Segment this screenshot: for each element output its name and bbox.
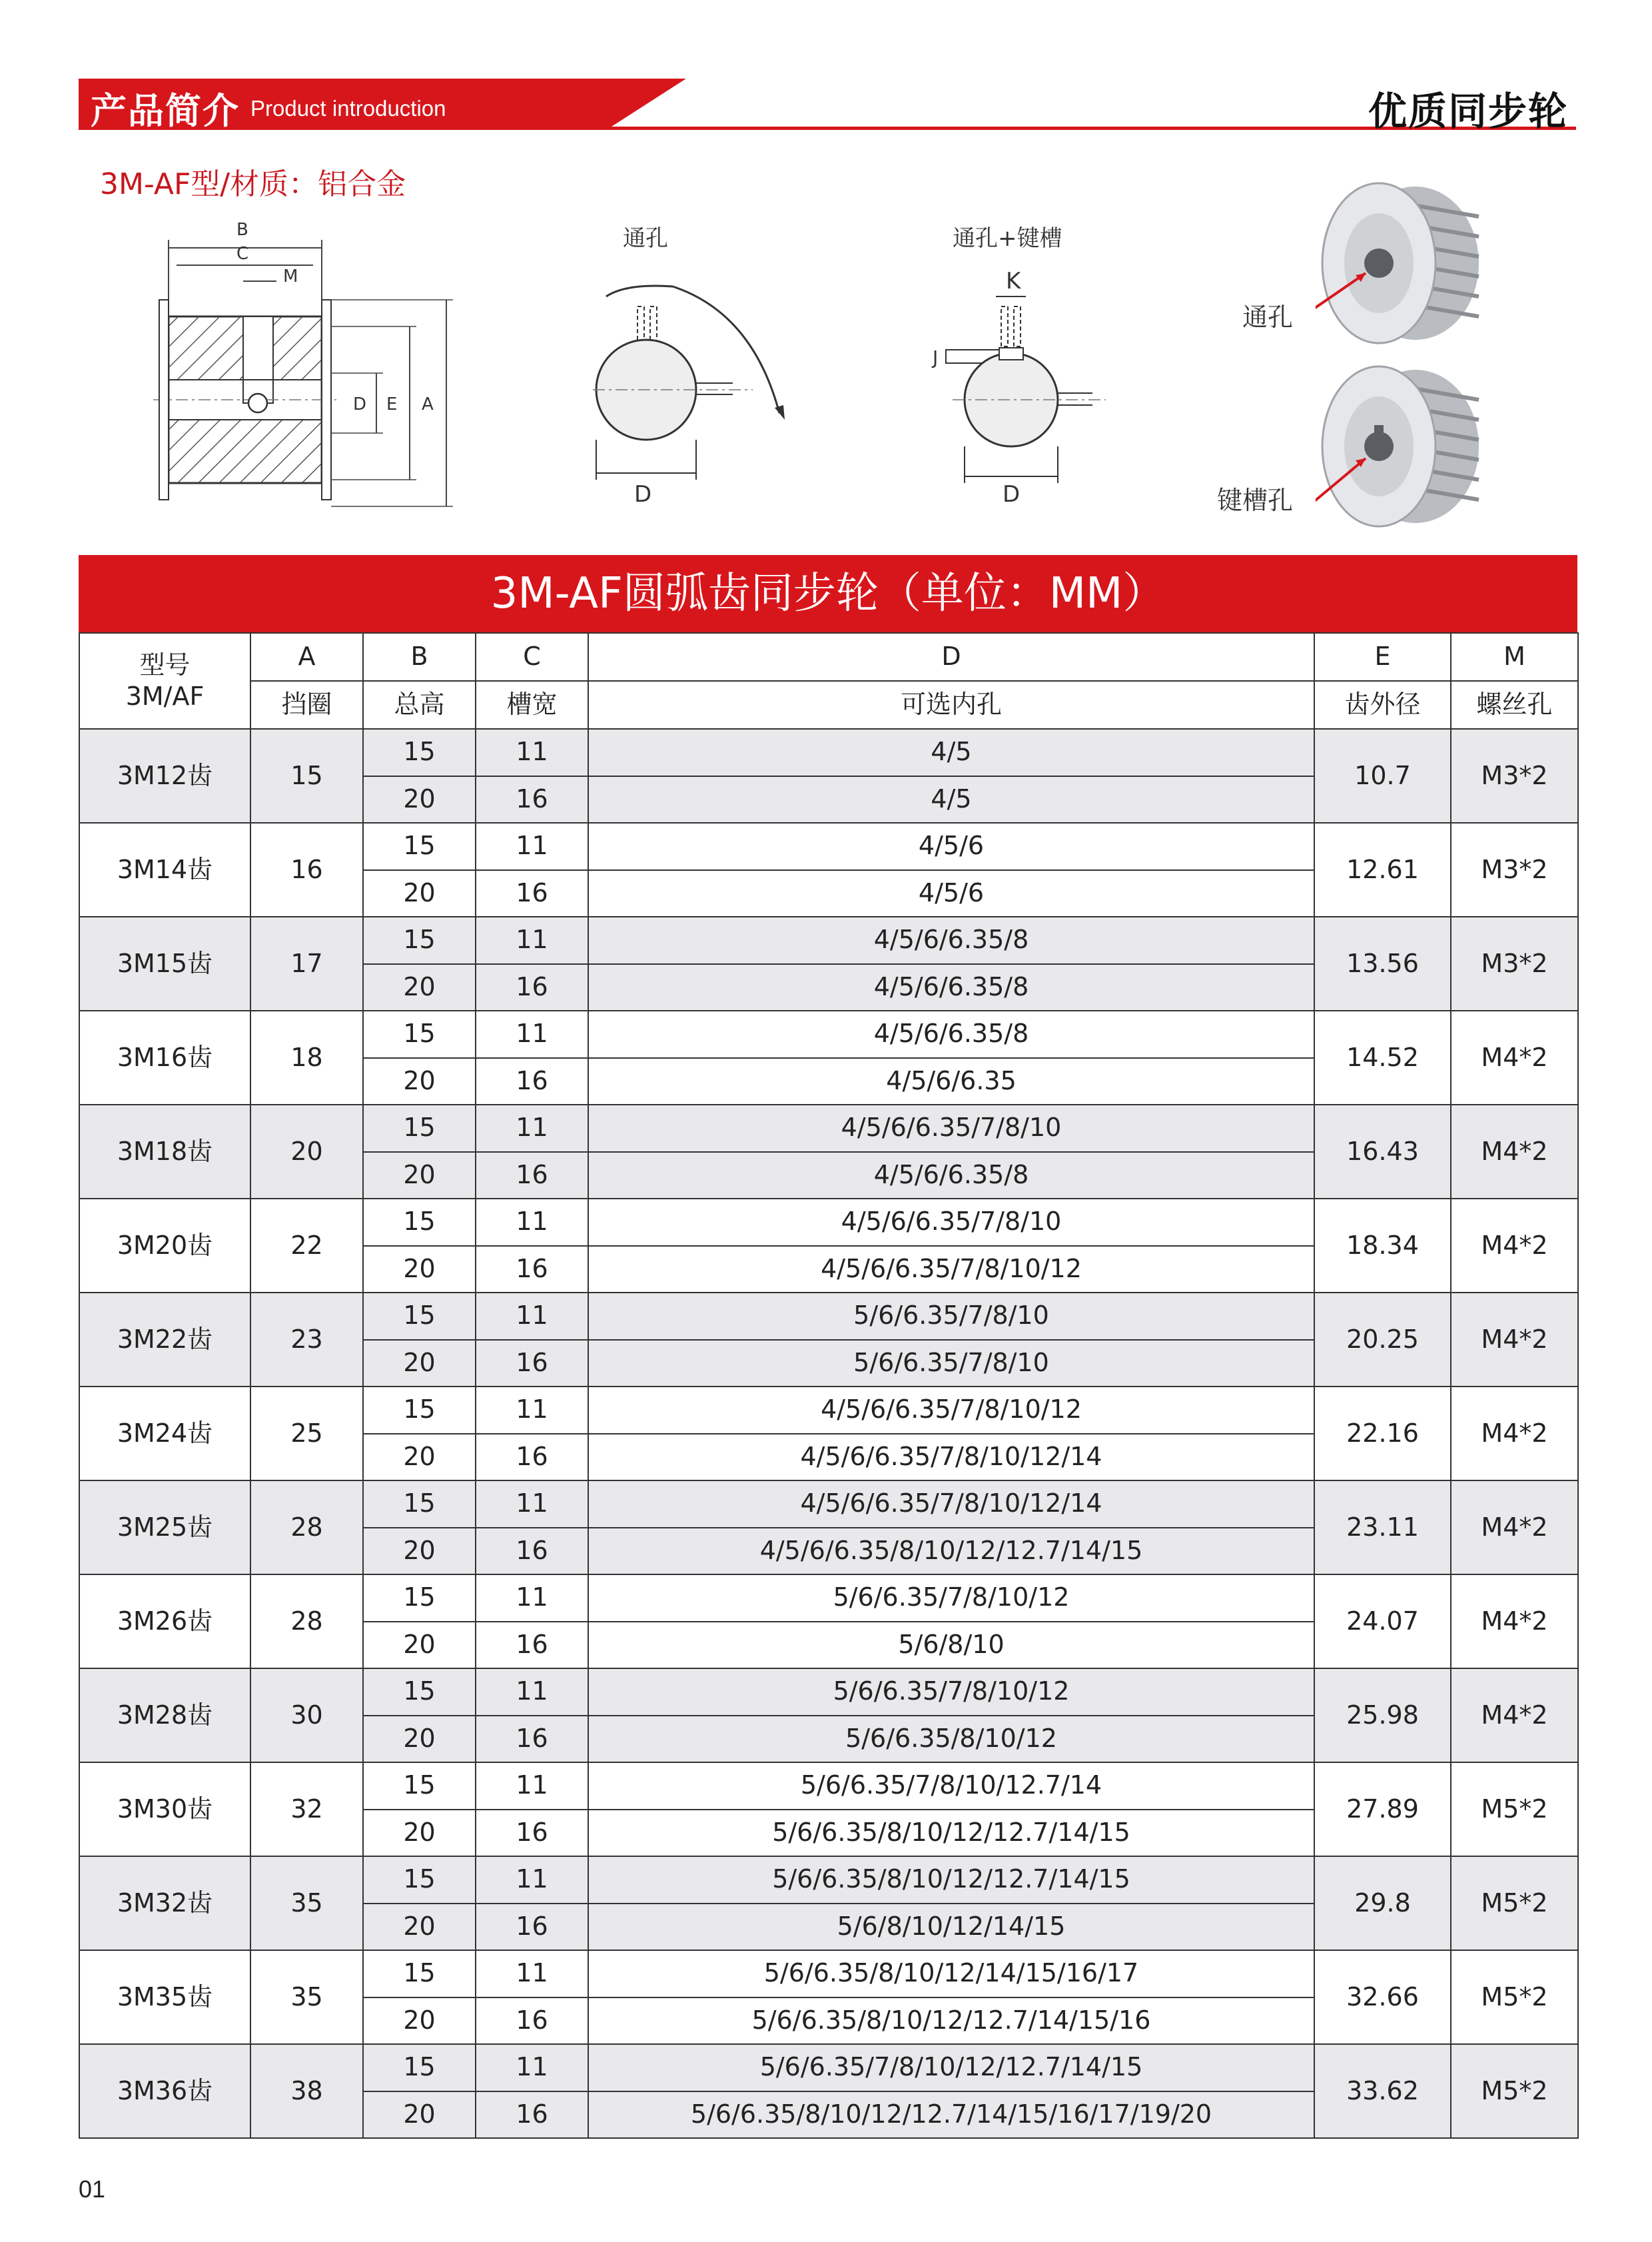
table-row	[79, 1480, 1578, 1528]
cell-b: 20	[363, 1904, 476, 1951]
spec-table	[79, 632, 1579, 2139]
page-header	[79, 79, 1576, 134]
cell-e: 10.7	[1314, 729, 1451, 823]
cell-m: M3*2	[1451, 729, 1578, 823]
cell-a: 23	[250, 1293, 363, 1387]
pulley-photo-through	[1242, 177, 1482, 353]
cell-c: 16	[476, 1152, 588, 1199]
cell-c: 11	[476, 1105, 588, 1152]
cell-model: 3M24齿	[79, 1387, 250, 1480]
cell-e: 32.66	[1314, 1950, 1451, 2044]
cell-model: 3M18齿	[79, 1105, 250, 1199]
side-section-diagram	[150, 220, 470, 526]
cell-m: M4*2	[1451, 1199, 1578, 1293]
cell-c: 16	[476, 1904, 588, 1951]
cell-a: 22	[250, 1199, 363, 1293]
header-name-a: 挡圈	[250, 681, 363, 729]
cell-d: 4/5/6/6.35/7/8/10/12/14	[588, 1434, 1314, 1481]
keyway-j-label: J	[933, 346, 939, 368]
cell-d: 5/6/6.35/7/8/10/12/12.7/14/15	[588, 2044, 1314, 2091]
cell-model: 3M15齿	[79, 917, 250, 1011]
cell-a: 32	[250, 1762, 363, 1856]
cell-b: 20	[363, 1058, 476, 1105]
table-header-row-codes	[79, 633, 1578, 681]
dim-label-e: E	[386, 394, 398, 414]
cell-model: 3M30齿	[79, 1762, 250, 1856]
cell-c: 11	[476, 1668, 588, 1716]
cell-a: 35	[250, 1950, 363, 2044]
cell-b: 20	[363, 1340, 476, 1387]
cell-model: 3M22齿	[79, 1293, 250, 1387]
cell-d: 4/5/6/6.35/8/10/12/12.7/14/15	[588, 1528, 1314, 1575]
through-hole-diagram	[586, 220, 806, 513]
header-underline	[79, 127, 1576, 130]
cell-e: 29.8	[1314, 1856, 1451, 1950]
cell-b: 15	[363, 1387, 476, 1434]
cell-c: 11	[476, 1293, 588, 1340]
keyway-dim-d: D	[1003, 481, 1021, 508]
through-hole-caption: 通孔	[623, 225, 668, 252]
cell-m: M4*2	[1451, 1105, 1578, 1199]
cell-d: 4/5/6/6.35/8	[588, 917, 1314, 964]
cell-b: 20	[363, 964, 476, 1011]
cell-b: 20	[363, 1622, 476, 1669]
cell-c: 11	[476, 1574, 588, 1622]
cell-model: 3M26齿	[79, 1574, 250, 1668]
spec-table-body	[79, 633, 1578, 2138]
table-header-row-names	[79, 681, 1578, 729]
pulley-through-svg	[1316, 177, 1482, 353]
table-row	[79, 1105, 1578, 1152]
cell-c: 16	[476, 1716, 588, 1763]
cell-d: 5/6/8/10/12/14/15	[588, 1904, 1314, 1951]
cell-e: 24.07	[1314, 1574, 1451, 1668]
cell-c: 16	[476, 964, 588, 1011]
cell-c: 16	[476, 870, 588, 917]
keyway-hole-diagram	[933, 220, 1132, 513]
header-red-slant	[612, 79, 686, 127]
cell-m: M3*2	[1451, 917, 1578, 1011]
cell-e: 23.11	[1314, 1480, 1451, 1574]
table-row	[79, 2044, 1578, 2091]
cell-b: 15	[363, 729, 476, 776]
cell-b: 20	[363, 1434, 476, 1481]
table-row	[79, 1387, 1578, 1434]
cell-e: 13.56	[1314, 917, 1451, 1011]
cell-c: 16	[476, 1340, 588, 1387]
cell-d: 5/6/6.35/7/8/10	[588, 1293, 1314, 1340]
dim-label-b: B	[236, 220, 248, 240]
cell-c: 16	[476, 776, 588, 824]
cell-m: M4*2	[1451, 1668, 1578, 1762]
cell-b: 15	[363, 1293, 476, 1340]
cell-b: 20	[363, 870, 476, 917]
table-row	[79, 1199, 1578, 1246]
cell-b: 15	[363, 1105, 476, 1152]
cell-b: 15	[363, 1199, 476, 1246]
cell-d: 4/5	[588, 776, 1314, 824]
table-row	[79, 1856, 1578, 1904]
header-name-c: 槽宽	[476, 681, 588, 729]
cell-d: 5/6/8/10	[588, 1622, 1314, 1669]
cell-b: 20	[363, 1716, 476, 1763]
cell-a: 15	[250, 729, 363, 823]
header-model-line2: 3M/AF	[125, 682, 205, 711]
table-row	[79, 917, 1578, 964]
table-row	[79, 1293, 1578, 1340]
dim-label-c: C	[236, 244, 249, 264]
keyway-caption: 通孔+键槽	[953, 225, 1062, 252]
cell-c: 11	[476, 1387, 588, 1434]
cell-d: 5/6/6.35/8/10/12/12.7/14/15	[588, 1810, 1314, 1857]
dim-label-a: A	[422, 394, 434, 414]
cell-a: 38	[250, 2044, 363, 2138]
cell-e: 16.43	[1314, 1105, 1451, 1199]
cell-model: 3M25齿	[79, 1480, 250, 1574]
cell-d: 4/5/6/6.35	[588, 1058, 1314, 1105]
cell-b: 15	[363, 1011, 476, 1058]
header-code-b: B	[363, 633, 476, 681]
cell-d: 5/6/6.35/8/10/12/12.7/14/15/16/17/19/20	[588, 2091, 1314, 2139]
cell-c: 16	[476, 1434, 588, 1481]
cell-a: 30	[250, 1668, 363, 1762]
cell-m: M4*2	[1451, 1574, 1578, 1668]
header-code-a: A	[250, 633, 363, 681]
cell-c: 11	[476, 1011, 588, 1058]
through-hole-svg	[586, 220, 806, 513]
cell-model: 3M32齿	[79, 1856, 250, 1950]
cell-e: 27.89	[1314, 1762, 1451, 1856]
cell-b: 15	[363, 823, 476, 870]
cell-d: 4/5/6/6.35/8	[588, 964, 1314, 1011]
table-row	[79, 1011, 1578, 1058]
cell-d: 5/6/6.35/8/10/12	[588, 1716, 1314, 1763]
cell-m: M4*2	[1451, 1293, 1578, 1387]
header-code-c: C	[476, 633, 588, 681]
cell-a: 28	[250, 1480, 363, 1574]
cell-d: 4/5/6	[588, 823, 1314, 870]
cell-c: 16	[476, 1997, 588, 2045]
cell-c: 16	[476, 1246, 588, 1293]
cell-d: 5/6/6.35/7/8/10/12.7/14	[588, 1762, 1314, 1810]
header-model-line1: 型号	[139, 650, 191, 680]
table-title: 3M-AF圆弧齿同步轮（单位：MM）	[79, 555, 1577, 632]
cell-model: 3M36齿	[79, 2044, 250, 2138]
cell-c: 16	[476, 1058, 588, 1105]
table-row	[79, 1668, 1578, 1716]
cell-a: 17	[250, 917, 363, 1011]
cell-b: 20	[363, 1528, 476, 1575]
cell-d: 5/6/6.35/7/8/10/12	[588, 1574, 1314, 1622]
cell-m: M4*2	[1451, 1387, 1578, 1480]
cell-b: 15	[363, 2044, 476, 2091]
header-code-e: E	[1314, 633, 1451, 681]
cell-a: 20	[250, 1105, 363, 1199]
cell-b: 15	[363, 1762, 476, 1810]
side-section-svg	[150, 220, 470, 526]
cell-c: 16	[476, 2091, 588, 2139]
cell-model: 3M35齿	[79, 1950, 250, 2044]
cell-c: 11	[476, 729, 588, 776]
cell-c: 11	[476, 1480, 588, 1528]
cell-b: 20	[363, 1246, 476, 1293]
cell-a: 28	[250, 1574, 363, 1668]
cell-a: 35	[250, 1856, 363, 1950]
photo-keyway-callout: 键槽孔	[1217, 486, 1294, 515]
cell-model: 3M16齿	[79, 1011, 250, 1105]
cell-d: 4/5/6/6.35/8	[588, 1152, 1314, 1199]
header-name-d: 可选内孔	[588, 681, 1314, 729]
cell-b: 15	[363, 1574, 476, 1622]
cell-d: 5/6/6.35/7/8/10	[588, 1340, 1314, 1387]
header-name-m: 螺丝孔	[1451, 681, 1578, 729]
cell-d: 4/5/6/6.35/7/8/10	[588, 1199, 1314, 1246]
cell-model: 3M20齿	[79, 1199, 250, 1293]
cell-c: 11	[476, 823, 588, 870]
pulley-keyway-svg	[1316, 360, 1482, 536]
cell-d: 4/5/6/6.35/7/8/10	[588, 1105, 1314, 1152]
header-code-m: M	[1451, 633, 1578, 681]
cell-c: 11	[476, 917, 588, 964]
cell-c: 11	[476, 1199, 588, 1246]
cell-m: M4*2	[1451, 1480, 1578, 1574]
cell-c: 16	[476, 1622, 588, 1669]
cell-b: 20	[363, 2091, 476, 2139]
product-subtitle: 3M-AF型/材质：铝合金	[100, 167, 406, 201]
cell-e: 22.16	[1314, 1387, 1451, 1480]
cell-model: 3M12齿	[79, 729, 250, 823]
cell-e: 14.52	[1314, 1011, 1451, 1105]
keyway-key-label: K	[1006, 268, 1021, 294]
cell-c: 11	[476, 1762, 588, 1810]
cell-b: 15	[363, 1480, 476, 1528]
cell-b: 15	[363, 917, 476, 964]
cell-e: 12.61	[1314, 823, 1451, 917]
cell-e: 20.25	[1314, 1293, 1451, 1387]
cell-d: 4/5/6/6.35/7/8/10/12	[588, 1387, 1314, 1434]
cell-d: 5/6/6.35/8/10/12/12.7/14/15/16	[588, 1997, 1314, 2045]
cell-d: 4/5/6	[588, 870, 1314, 917]
cell-m: M5*2	[1451, 2044, 1578, 2138]
cell-m: M5*2	[1451, 1950, 1578, 2044]
cell-model: 3M28齿	[79, 1668, 250, 1762]
keyway-svg	[933, 220, 1132, 513]
cell-m: M5*2	[1451, 1856, 1578, 1950]
cell-b: 20	[363, 776, 476, 824]
table-row	[79, 823, 1578, 870]
cell-c: 11	[476, 1950, 588, 1997]
cell-a: 18	[250, 1011, 363, 1105]
page-number: 01	[79, 2175, 106, 2203]
cell-d: 5/6/6.35/8/10/12/14/15/16/17	[588, 1950, 1314, 1997]
cell-b: 15	[363, 1668, 476, 1716]
header-title-en: Product introduction	[250, 96, 446, 121]
cell-d: 4/5/6/6.35/7/8/10/12/14	[588, 1480, 1314, 1528]
cell-e: 25.98	[1314, 1668, 1451, 1762]
header-model	[79, 633, 250, 729]
header-right-title: 优质同步轮	[1368, 89, 1568, 134]
cell-a: 16	[250, 823, 363, 917]
cell-d: 5/6/6.35/7/8/10/12	[588, 1668, 1314, 1716]
cell-d: 5/6/6.35/8/10/12/12.7/14/15	[588, 1856, 1314, 1904]
pulley-photo-keyway	[1217, 360, 1482, 536]
cell-c: 11	[476, 1856, 588, 1904]
cell-e: 18.34	[1314, 1199, 1451, 1293]
header-name-b: 总高	[363, 681, 476, 729]
header-name-e: 齿外径	[1314, 681, 1451, 729]
cell-d: 4/5/6/6.35/7/8/10/12	[588, 1246, 1314, 1293]
cell-b: 20	[363, 1152, 476, 1199]
cell-model: 3M14齿	[79, 823, 250, 917]
dim-label-m: M	[283, 267, 298, 286]
cell-a: 25	[250, 1387, 363, 1480]
cell-b: 15	[363, 1950, 476, 1997]
cell-c: 11	[476, 2044, 588, 2091]
cell-b: 20	[363, 1810, 476, 1857]
cell-c: 16	[476, 1810, 588, 1857]
cell-d: 4/5	[588, 729, 1314, 776]
cell-b: 20	[363, 1997, 476, 2045]
table-row	[79, 1574, 1578, 1622]
cell-d: 4/5/6/6.35/8	[588, 1011, 1314, 1058]
cell-m: M3*2	[1451, 823, 1578, 917]
header-title-zh: 产品简介	[91, 90, 240, 132]
through-hole-dim-d: D	[634, 481, 652, 508]
photo-through-callout: 通孔	[1242, 302, 1294, 332]
cell-b: 15	[363, 1856, 476, 1904]
table-row	[79, 1762, 1578, 1810]
table-row	[79, 729, 1578, 776]
table-row	[79, 1950, 1578, 1997]
cell-m: M5*2	[1451, 1762, 1578, 1856]
cell-m: M4*2	[1451, 1011, 1578, 1105]
header-code-d: D	[588, 633, 1314, 681]
dim-label-d: D	[353, 394, 367, 414]
cell-c: 16	[476, 1528, 588, 1575]
cell-e: 33.62	[1314, 2044, 1451, 2138]
